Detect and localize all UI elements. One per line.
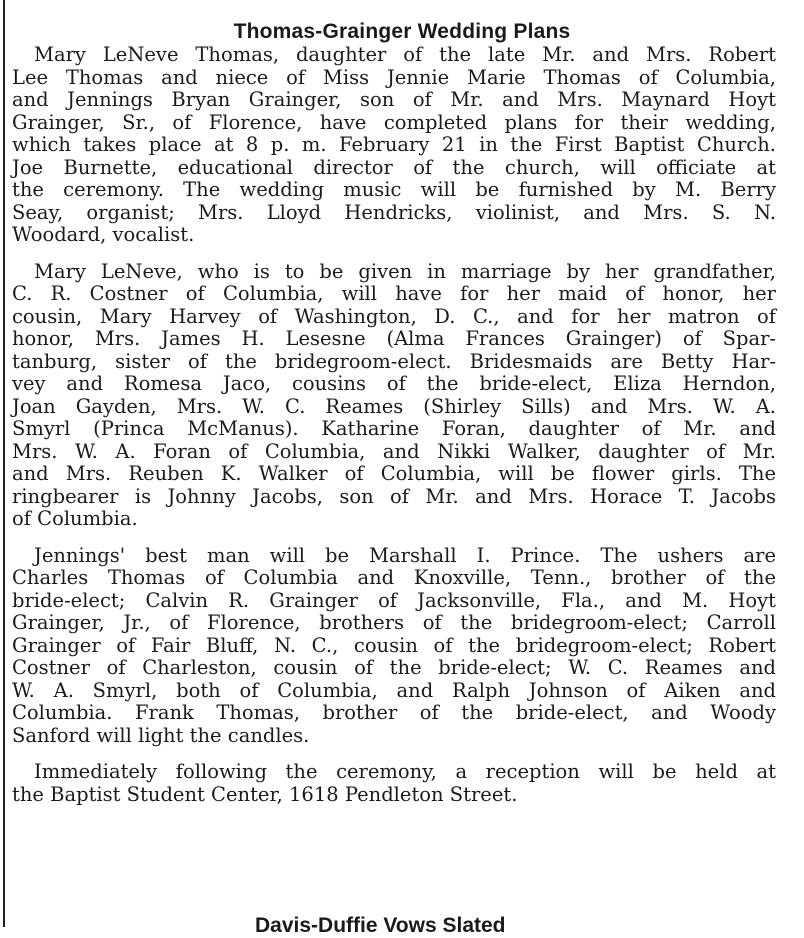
- text-line: W. A. Smyrl, both of Columbia, and Ralph Johnson of Aiken and: [12, 678, 776, 702]
- text-line: Woodard, vocalist.: [12, 223, 195, 246]
- text-line: tanburg, sister of the bridegroom-elect. Bridesmaids are Betty Har-: [12, 349, 776, 373]
- text-line: cousin, Mary Harvey of Washington, D. C., and for her matron of: [12, 304, 776, 328]
- text-line: Mary LeNeve, who is to be given in marriage by her grandfather,: [34, 259, 776, 283]
- text-line: the ceremony. The wedding music will be furnished by M. Berry: [12, 178, 776, 201]
- paragraph-2: [12, 261, 776, 531]
- text-line: and Jennings Bryan Grainger, son of Mr. and Mrs. Maynard Hoyt: [12, 88, 776, 111]
- text-line: Joan Gayden, Mrs. W. C. Reames (Shirley Sills) and Mrs. W. A.: [12, 394, 776, 418]
- column-rule: [3, 0, 5, 927]
- text-line: Sanford will light the candles.: [12, 723, 310, 747]
- text-line: Immediately following the ceremony, a reception will be held at: [34, 760, 776, 783]
- paragraph-3: [12, 545, 776, 748]
- paragraph-4: [12, 761, 776, 806]
- text-line: Mrs. W. A. Foran of Columbia, and Nikki Walker, daughter of Mr.: [12, 439, 776, 463]
- article-body: [12, 44, 776, 820]
- text-line: vey and Romesa Jaco, cousins of the bride-elect, Eliza Herndon,: [12, 372, 776, 395]
- text-line: Jennings' best man will be Marshall I. Prince. The ushers are: [34, 543, 776, 567]
- text-line: Mary LeNeve Thomas, daughter of the late Mr. and Mrs. Robert: [34, 43, 776, 66]
- text-line: ringbearer is Johnny Jacobs, son of Mr. and Mrs. Horace T. Jacobs: [12, 484, 776, 508]
- paragraph-1: [12, 44, 776, 247]
- text-line: Lee Thomas and niece of Miss Jennie Marie Thomas of Columbia,: [12, 65, 776, 89]
- text-line: Costner of Charleston, cousin of the bride-elect; W. C. Reames and: [12, 656, 776, 679]
- text-line: Charles Thomas of Columbia and Knoxville, Tenn., brother of the: [12, 566, 776, 589]
- text-line: of Columbia.: [12, 507, 138, 530]
- text-line: and Mrs. Reuben K. Walker of Columbia, will be flower girls. The: [12, 462, 776, 485]
- text-line: the Baptist Student Center, 1618 Pendleton Street.: [12, 782, 518, 806]
- article-headline: Thomas-Grainger Wedding Plans: [233, 20, 571, 43]
- text-line: Grainger, Jr., of Florence, brothers of the bridegroom-elect; Carroll: [12, 611, 776, 634]
- text-line: Grainger of Fair Bluff, N. C., cousin of the bridegroom-elect; Robert: [12, 633, 776, 657]
- text-line: honor, Mrs. James H. Lesesne (Alma Frances Grainger) of Spar-: [12, 327, 776, 350]
- text-line: Columbia. Frank Thomas, brother of the bride-elect, and Woody: [12, 701, 776, 724]
- text-line: Smyrl (Princa McManus). Katharine Foran, daughter of Mr. and: [12, 417, 776, 440]
- text-line: Joe Burnette, educational director of the church, will officiate at: [12, 155, 776, 179]
- text-line: C. R. Costner of Columbia, will have for her maid of honor, her: [12, 282, 776, 305]
- text-line: which takes place at 8 p. m. February 21 in the First Baptist Church.: [12, 133, 776, 156]
- text-line: Seay, organist; Mrs. Lloyd Hendricks, violinist, and Mrs. S. N.: [12, 200, 776, 224]
- text-line: Grainger, Sr., of Florence, have completed plans for their wedding,: [12, 110, 776, 134]
- text-line: bride-elect; Calvin R. Grainger of Jacksonville, Fla., and M. Hoyt: [12, 588, 776, 612]
- next-article-headline-fragment: Davis-Duffie Vows Slated: [255, 914, 506, 937]
